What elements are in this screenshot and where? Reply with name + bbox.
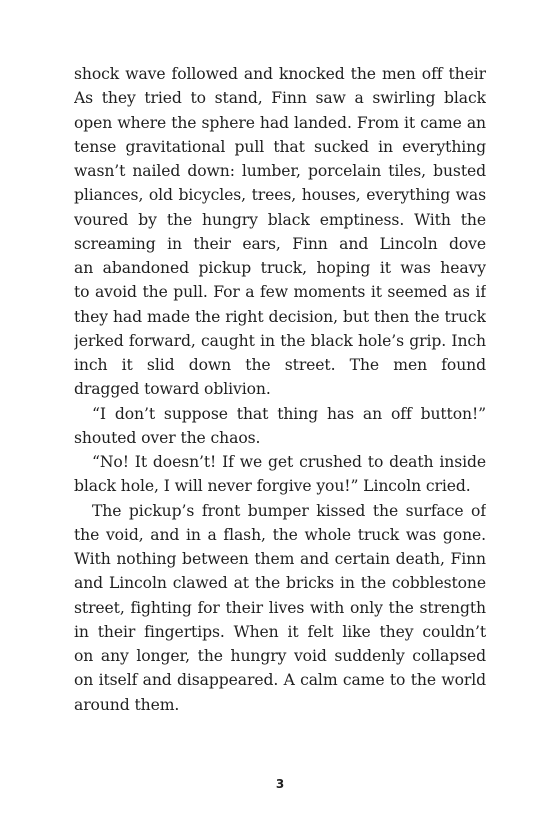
text-line: shock wave followed and knocked the men off their <box>74 65 486 83</box>
text-line: the void, and in a flash, the whole truck was gone. <box>74 525 486 544</box>
text-line: street, fighting for their lives with only the strength <box>74 598 486 617</box>
text-line: jerked forward, caught in the black hole’s grip. Inch <box>74 331 486 350</box>
text-line: an abandoned pickup truck, hoping it was heavy <box>74 259 486 277</box>
page-number: 3 <box>275 777 285 791</box>
text-line: wasn’t nailed down: lumber, porcelain tiles, busted <box>74 162 486 180</box>
text-line: voured by the hungry black emptiness. With the <box>74 210 486 229</box>
text-line: open where the sphere had landed. From it came an <box>74 113 486 132</box>
text-line: tense gravitational pull that sucked in everything <box>74 137 486 156</box>
text-line: As they tried to stand, Finn saw a swirling black <box>74 89 486 108</box>
text-line: in their fingertips. When it felt like they couldn’t <box>74 622 486 641</box>
text-line: around them. <box>74 695 180 714</box>
text-line: “I don’t suppose that thing has an off button!” <box>92 404 486 423</box>
text-line: dragged toward oblivion. <box>74 380 271 399</box>
text-line: inch it slid down the street. The men found <box>74 356 486 374</box>
text-line: on any longer, the hungry void suddenly collapsed <box>74 647 486 665</box>
text-line: screaming in their ears, Finn and Lincoln dove <box>74 234 486 253</box>
text-line: to avoid the pull. For a few moments it seemed as if <box>74 283 486 302</box>
body-text <box>74 62 486 717</box>
text-line: they had made the right decision, but then the truck <box>74 307 486 326</box>
text-line: black hole, I will never forgive you!” Lincoln cried. <box>74 477 471 496</box>
text-line: The pickup’s front bumper kissed the surface of <box>92 501 486 520</box>
text-line: shouted over the chaos. <box>74 428 261 447</box>
text-line: and Lincoln clawed at the bricks in the cobblestone <box>74 574 486 593</box>
text-line: pliances, old bicycles, trees, houses, everything was <box>74 186 486 205</box>
text-line: on itself and disappeared. A calm came to the world <box>74 671 486 690</box>
text-line: “No! It doesn’t! If we get crushed to death inside <box>92 453 486 471</box>
text-line: With nothing between them and certain death, Finn <box>74 550 486 568</box>
